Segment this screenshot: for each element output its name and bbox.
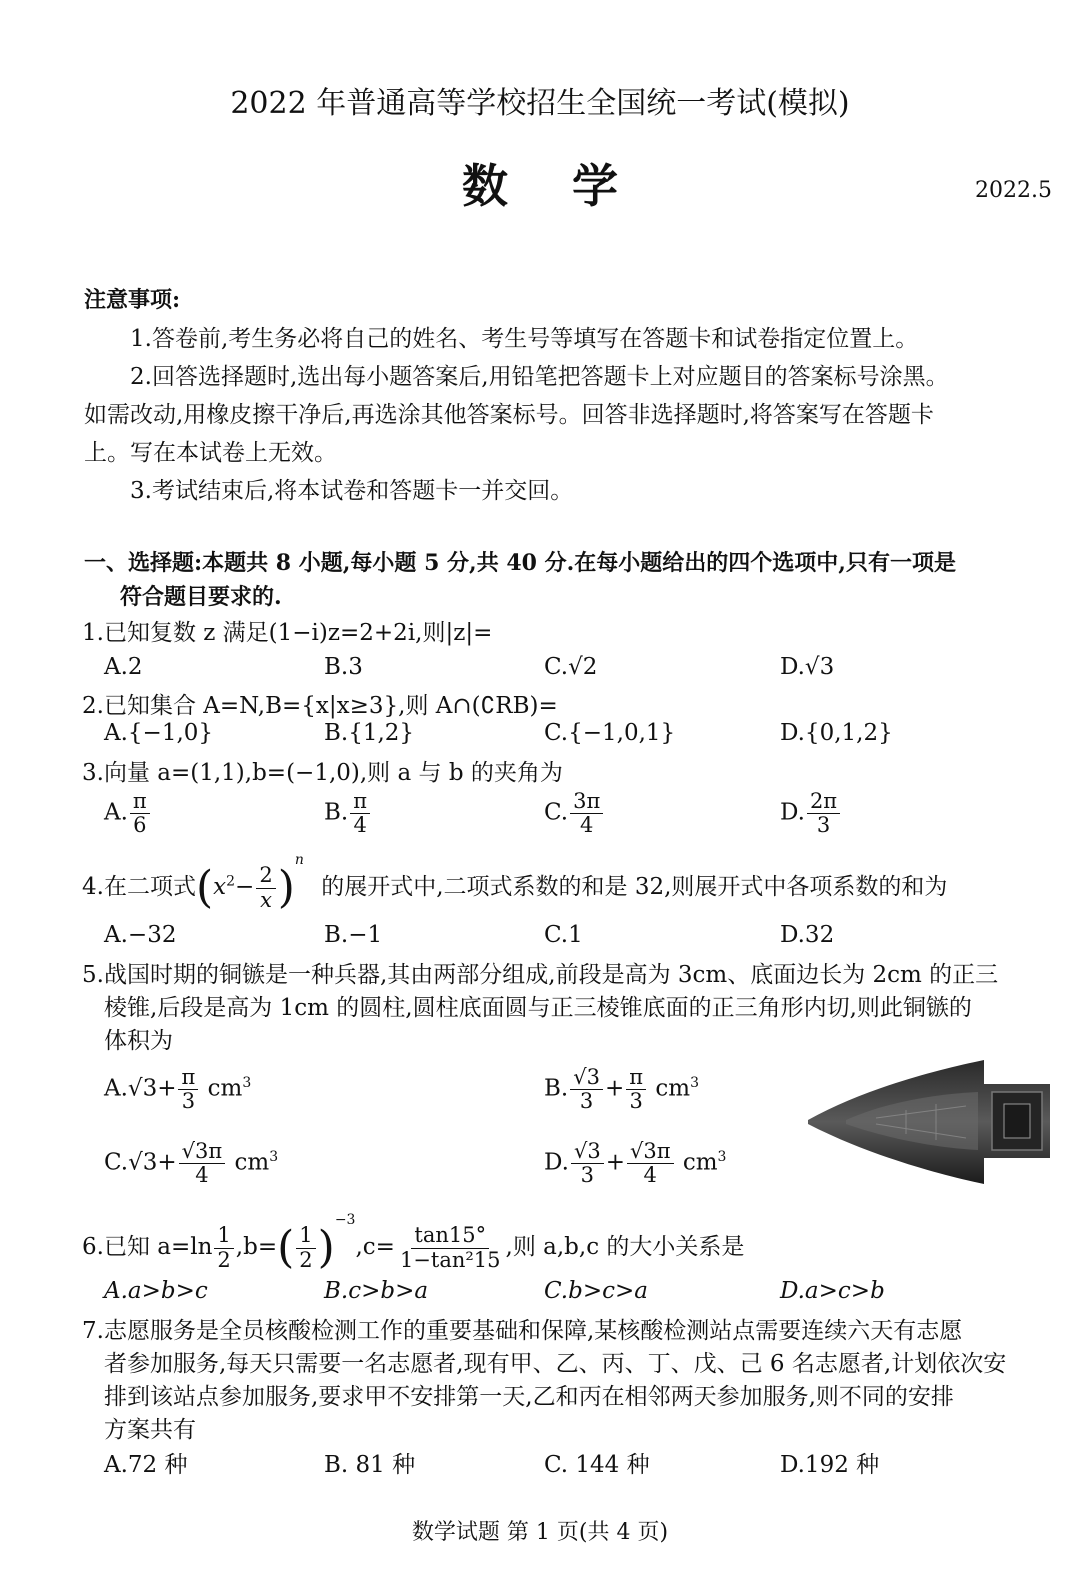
q6-a-den: 2 (217, 1247, 231, 1272)
q6-prefix: 6.已知 a=ln (82, 1234, 213, 1260)
bronze-arrowhead-image (806, 1058, 1052, 1186)
q6-b-fraction (296, 1224, 315, 1271)
q3-option-c-num: 3π (570, 790, 603, 814)
q1-option-a: A.2 (104, 654, 143, 680)
q3-option-b-fraction (350, 790, 370, 837)
q5-option-a-exp: 3 (242, 1074, 252, 1091)
q5-option-d-fraction-1 (571, 1140, 604, 1187)
q5-option-b-den-2: 3 (629, 1089, 643, 1114)
q6-suffix: ,则 a,b,c 的大小关系是 (505, 1234, 745, 1260)
note-line-3: 如需改动,用橡皮擦干净后,再选涂其他答案标号。回答非选择题时,将答案写在答题卡 (84, 402, 934, 428)
exam-title: 2022 年普通高等学校招生全国统一考试(模拟) (230, 86, 850, 121)
q5-option-b-den-1: 3 (579, 1089, 594, 1114)
q7-line-1: 7.志愿服务是全员核酸检测工作的重要基础和保障,某核酸检测站点需要连续六天有志愿 (82, 1318, 963, 1344)
q5-option-a-unit: cm (207, 1075, 243, 1102)
q3-option-d-num: 2π (807, 790, 840, 814)
q3-option-c-den: 4 (579, 813, 594, 838)
q3-option-d (780, 790, 842, 837)
q6-right-paren: ) (317, 1222, 335, 1273)
q2-option-d: D.{0,1,2} (780, 720, 893, 746)
q6-option-c: C.b>c>a (544, 1278, 648, 1304)
q4-minus: − (235, 874, 255, 900)
q3-option-a-label: A. (104, 799, 128, 826)
section-heading-1: 一、选择题:本题共 8 小题,每小题 5 分,共 40 分.在每小题给出的四个选项中,只有一项是 (84, 550, 956, 576)
q4-den: x (260, 887, 272, 912)
q5-option-b-unit: cm (655, 1075, 691, 1102)
q5-line-1: 5.战国时期的铜镞是一种兵器,其由两部分组成,前段是高为 3cm、底面边长为 2cm 的正三 (82, 962, 999, 988)
q7-option-c: C. 144 种 (544, 1452, 650, 1478)
q6-option-a: A.a>b>c (104, 1278, 208, 1304)
notes-heading: 注意事项: (84, 287, 181, 313)
q1-option-c: C.√2 (544, 654, 598, 680)
q6-c-num: tan15° (411, 1224, 489, 1248)
q5-option-c-fraction (179, 1140, 226, 1187)
q5-option-b-exp: 3 (690, 1074, 699, 1091)
q2-option-a: A.{−1,0} (104, 720, 214, 746)
q4-prefix: 4.在二项式 (82, 874, 196, 900)
q5-option-d-exp: 3 (717, 1148, 727, 1165)
q6-left-paren: ( (277, 1222, 295, 1273)
q7-option-d: D.192 种 (780, 1452, 880, 1478)
exam-date: 2022.5 (975, 178, 1052, 203)
q5-option-b (544, 1066, 699, 1113)
q5-line-3: 体积为 (104, 1028, 173, 1054)
q7-line-2: 者参加服务,每天只需要一名志愿者,现有甲、乙、丙、丁、戊、己 6 名志愿者,计划依次安 (104, 1351, 1007, 1377)
note-line-5: 3.考试结束后,将本试卷和答题卡一并交回。 (130, 478, 574, 504)
q5-option-a-label: A.√3+ (104, 1075, 177, 1102)
q3-option-a-den: 6 (133, 813, 147, 838)
q5-option-d-den-2: 4 (643, 1163, 657, 1188)
q7-line-3: 排到该站点参加服务,要求甲不安排第一天,乙和丙在相邻两天参加服务,则不同的安排 (104, 1384, 954, 1410)
q4-num: 2 (256, 864, 275, 888)
q6-option-b: B.c>b>a (324, 1278, 429, 1304)
q5-option-d-unit: cm (682, 1149, 718, 1176)
q6-b-num: 1 (296, 1224, 315, 1248)
q4-square: 2 (226, 873, 236, 890)
q2-option-b: B.{1,2} (324, 720, 415, 746)
q3-option-a-num: π (130, 790, 150, 814)
q3-option-c-label: C. (544, 799, 569, 826)
q5-option-b-fraction-2 (626, 1066, 646, 1113)
q5-option-d-den-1: 3 (580, 1163, 594, 1188)
q5-line-2: 棱锥,后段是高为 1cm 的圆柱,圆柱底面圆与正三棱锥底面的正三角形内切,则此铜镞的 (104, 995, 972, 1021)
q3-option-d-den: 3 (816, 813, 831, 838)
page-footer: 数学试题 第 1 页(共 4 页) (411, 1520, 669, 1545)
q7-line-4: 方案共有 (104, 1417, 196, 1443)
q3-option-b-label: B. (324, 799, 349, 826)
q3-option-d-label: D. (780, 799, 805, 826)
q4-option-a: A.−32 (104, 922, 177, 948)
q6-b-label: ,b= (235, 1234, 278, 1260)
q7-option-b: B. 81 种 (324, 1452, 416, 1478)
q4-left-paren: ( (195, 862, 214, 913)
q4-option-d: D.32 (780, 922, 835, 948)
q3-option-c (544, 790, 605, 837)
q5-option-d-label: D. (544, 1149, 569, 1176)
q5-option-d-num-1: √3 (571, 1140, 604, 1164)
q6-b-exponent: −3 (334, 1212, 356, 1228)
q3-option-b-den: 4 (353, 813, 367, 838)
q5-option-b-fraction-1 (570, 1066, 603, 1113)
q6-c-den: 1−tan²15 (399, 1247, 501, 1272)
subject-title: 数学 (462, 159, 682, 213)
q4-stem (82, 852, 947, 912)
q6-b-den: 2 (299, 1247, 313, 1272)
note-line-1: 1.答卷前,考生务必将自己的姓名、考生号等填写在答题卡和试卷指定位置上。 (130, 326, 919, 352)
q3-option-b-num: π (350, 790, 370, 814)
q4-base: x (213, 874, 227, 900)
q4-exponent: n (294, 852, 304, 868)
q1-option-d: D.√3 (780, 654, 835, 680)
q6-a-num: 1 (214, 1224, 233, 1248)
q3-option-c-fraction (570, 790, 603, 837)
q5-option-d-fraction-2 (627, 1140, 674, 1187)
note-line-2: 2.回答选择题时,选出每小题答案后,用铅笔把答题卡上对应题目的答案标号涂黑。 (130, 364, 949, 390)
q5-option-c-exp: 3 (269, 1148, 279, 1165)
q3-option-a (104, 790, 152, 837)
q1-option-b: B.3 (324, 654, 363, 680)
q5-option-c-label: C.√3+ (104, 1149, 177, 1176)
q6-stem (82, 1212, 744, 1272)
q3-option-d-fraction (807, 790, 840, 837)
note-line-4: 上。写在本试卷上无效。 (84, 440, 337, 466)
q5-option-c-unit: cm (234, 1149, 270, 1176)
q4-right-paren: ) (277, 862, 295, 913)
q5-option-d-num-2: √3π (627, 1140, 674, 1164)
q5-option-b-plus: + (604, 1075, 625, 1102)
q4-fraction (256, 864, 275, 911)
q5-option-c-den: 4 (195, 1163, 209, 1188)
q5-option-b-num-2: π (626, 1066, 646, 1090)
q5-option-d-plus: + (605, 1149, 625, 1176)
q5-option-c (104, 1140, 278, 1187)
q6-option-d: D.a>c>b (780, 1278, 885, 1304)
q3-option-b (324, 790, 372, 837)
q7-option-a: A.72 种 (104, 1452, 188, 1478)
q5-option-b-label: B. (544, 1075, 569, 1102)
q5-option-b-num-1: √3 (570, 1066, 603, 1090)
q2-stem: 2.已知集合 A=N,B={x|x≥3},则 A∩(∁RB)= (82, 693, 558, 719)
q6-c-fraction (397, 1224, 504, 1271)
q5-option-a (104, 1066, 251, 1113)
q4-option-c: C.1 (544, 922, 583, 948)
q1-stem: 1.已知复数 z 满足(1−i)z=2+2i,则|z|= (82, 620, 493, 646)
q3-stem: 3.向量 a=(1,1),b=(−1,0),则 a 与 b 的夹角为 (82, 760, 563, 786)
q4-option-b: B.−1 (324, 922, 383, 948)
q5-option-a-den: 3 (181, 1089, 196, 1114)
section-heading-2: 符合题目要求的. (120, 584, 282, 610)
q5-option-a-fraction (178, 1066, 198, 1113)
q5-option-a-num: π (178, 1066, 198, 1090)
q6-a-fraction (214, 1224, 233, 1271)
q3-option-a-fraction (130, 790, 150, 837)
q5-option-d (544, 1140, 726, 1187)
q6-c-label: ,c= (355, 1234, 395, 1260)
q5-option-c-num: √3π (179, 1140, 226, 1164)
q4-suffix: 的展开式中,二项式系数的和是 32,则展开式中各项系数的和为 (321, 874, 948, 900)
q2-option-c: C.{−1,0,1} (544, 720, 676, 746)
